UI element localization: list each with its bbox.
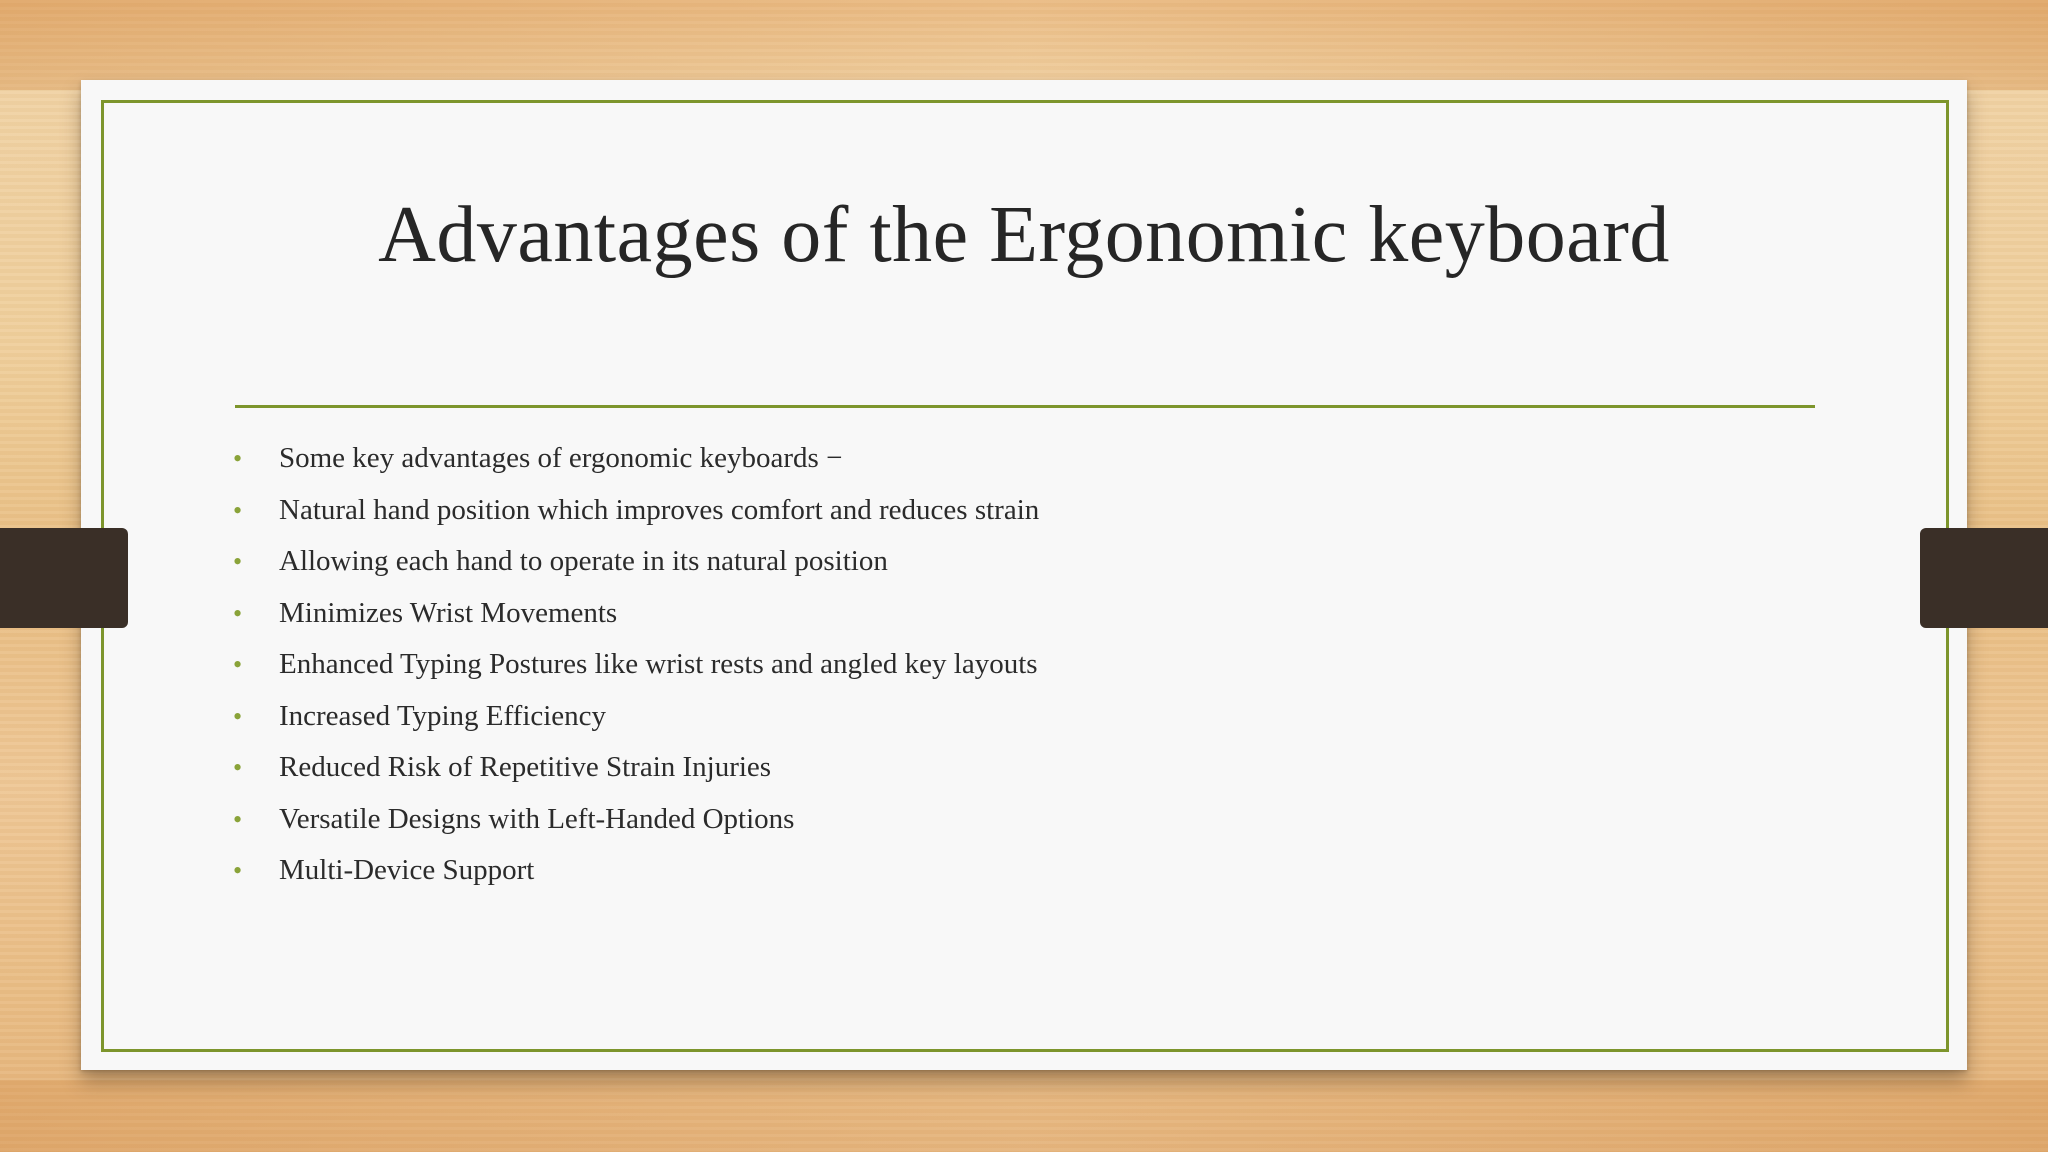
- bullet-icon: •: [233, 444, 243, 473]
- bullet-icon: •: [233, 598, 243, 628]
- bullet-text: Increased Typing Efficiency: [279, 699, 607, 732]
- slide-title: Advantages of the Ergonomic keyboard: [378, 191, 1670, 279]
- binder-clip-right: [1920, 528, 2048, 628]
- wood-background-top: [0, 0, 2048, 90]
- bullet-list: [230, 433, 1039, 897]
- bullet-item: [230, 433, 1039, 485]
- bullet-text: Allowing each hand to operate in its natural position: [279, 545, 888, 577]
- bullet-icon: •: [233, 804, 243, 834]
- bullet-item: [230, 639, 1039, 691]
- bullet-icon: •: [233, 856, 243, 885]
- bullet-item: [230, 742, 1039, 794]
- bullet-text: Reduced Risk of Repetitive Strain Injuries: [279, 751, 772, 783]
- bullet-item: [230, 588, 1039, 640]
- bullet-item: [230, 536, 1039, 588]
- bullet-text: Minimizes Wrist Movements: [279, 596, 618, 629]
- bullet-icon: •: [233, 495, 243, 525]
- bullet-icon: •: [233, 650, 243, 679]
- bullet-text: Natural hand position which improves comfort and reduces strain: [279, 493, 1040, 526]
- bullet-item: [230, 845, 1039, 897]
- binder-clip-left: [0, 528, 128, 628]
- bullet-text: Enhanced Typing Postures like wrist rests and angled key layouts: [279, 648, 1038, 680]
- bullet-item: [230, 691, 1039, 743]
- bullet-text: Versatile Designs with Left-Handed Options: [279, 802, 795, 835]
- wood-background-bottom: [0, 1080, 2048, 1152]
- bullet-item: [230, 794, 1039, 846]
- title-divider: [235, 405, 1815, 408]
- bullet-item: [230, 485, 1039, 537]
- bullet-icon: •: [233, 547, 243, 576]
- bullet-text: Some key advantages of ergonomic keyboards −: [279, 442, 843, 474]
- bullet-icon: •: [233, 701, 243, 731]
- bullet-text: Multi-Device Support: [279, 854, 535, 886]
- bullet-icon: •: [233, 753, 243, 782]
